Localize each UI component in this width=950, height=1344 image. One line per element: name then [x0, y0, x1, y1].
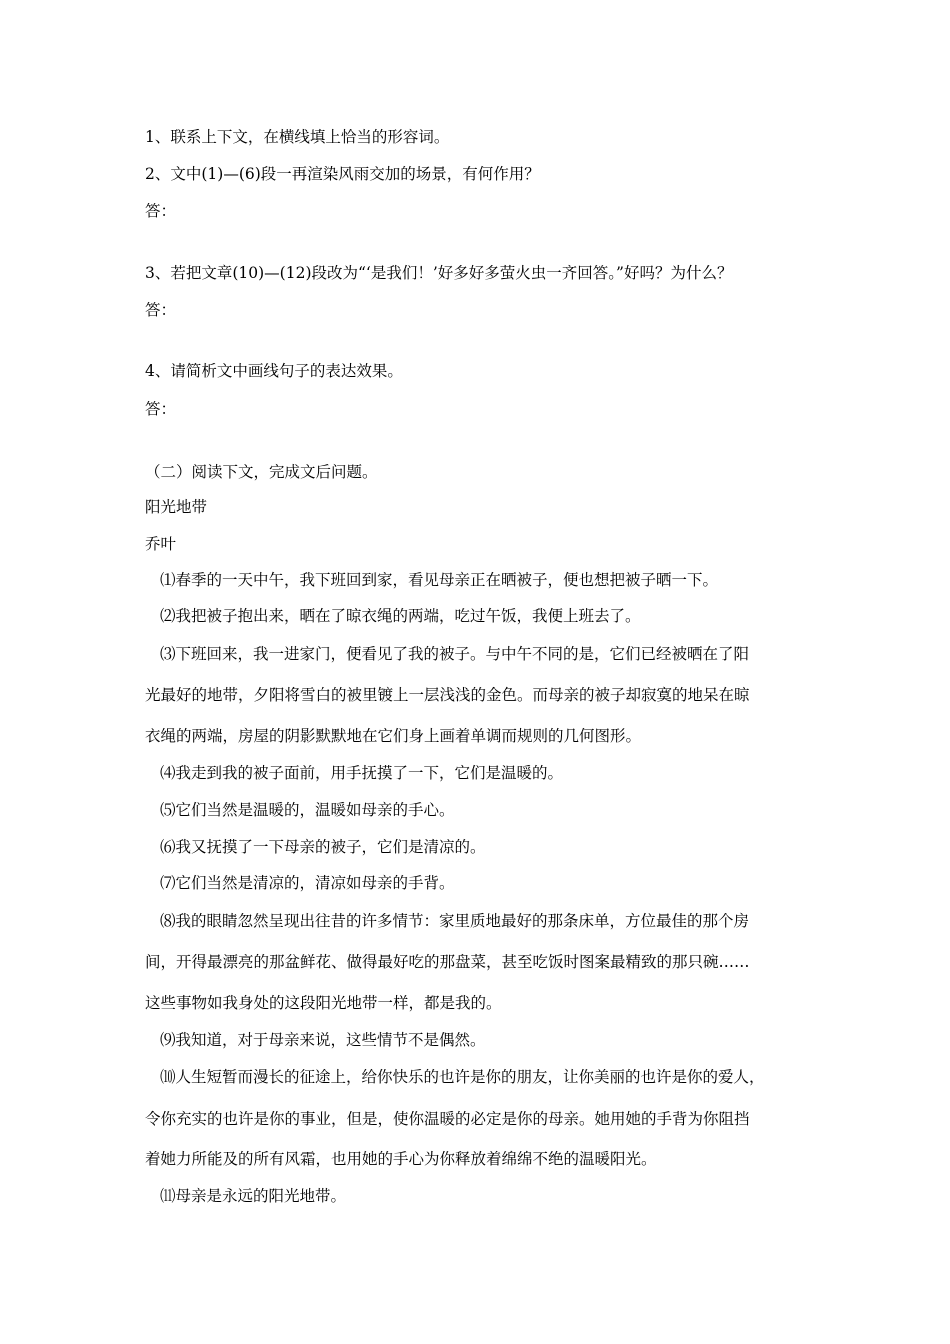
answer-label-3: 答：	[145, 301, 177, 319]
paragraph-10-line-3: 着她力所能及的所有风霜，也用她的手心为你释放着绵绵不绝的温暖阳光。	[145, 1150, 657, 1168]
paragraph-8-line-3: 这些事物如我身处的这段阳光地带一样，都是我的。	[145, 994, 502, 1012]
paragraph-6: ⑹我又抚摸了一下母亲的被子，它们是清凉的。	[160, 838, 486, 856]
paragraph-7: ⑺它们当然是清凉的，清凉如母亲的手背。	[160, 874, 455, 892]
question-2: 2、文中(1)—(6)段一再渲染风雨交加的场景，有何作用？	[145, 165, 540, 183]
paragraph-10-line-1: ⑽人生短暂而漫长的征途上，给你快乐的也许是你的朋友，让你美丽的也许是你的爱人，	[160, 1068, 765, 1086]
paragraph-9: ⑼我知道，对于母亲来说，这些情节不是偶然。	[160, 1031, 486, 1049]
paragraph-5: ⑸它们当然是温暖的，温暖如母亲的手心。	[160, 801, 455, 819]
paragraph-8-line-1: ⑻我的眼睛忽然呈现出往昔的许多情节：家里质地最好的那条床单，方位最佳的那个房	[160, 912, 750, 930]
paragraph-3-line-1: ⑶下班回来，我一进家门，便看见了我的被子。与中午不同的是，它们已经被晒在了阳	[160, 645, 750, 663]
article-title: 阳光地带	[145, 498, 208, 516]
paragraph-10-line-2: 令你充实的也许是你的事业，但是，使你温暖的必定是你的母亲。她用她的手背为你阻挡	[145, 1110, 750, 1128]
question-3: 3、若把文章(10)—(12)段改为“‘是我们！’好多好多萤火虫一齐回答。”好吗？为什么？	[145, 264, 733, 282]
section-instruction: （二）阅读下文，完成文后问题。	[145, 463, 378, 481]
paragraph-3-line-2: 光最好的地带，夕阳将雪白的被里镀上一层浅浅的金色。而母亲的被子却寂寞的地呆在晾	[145, 686, 750, 704]
question-4: 4、请简析文中画线句子的表达效果。	[145, 362, 403, 380]
paragraph-1: ⑴春季的一天中午，我下班回到家，看见母亲正在晒被子，便也想把被子晒一下。	[160, 571, 719, 589]
paragraph-11: ⑾母亲是永远的阳光地带。	[160, 1187, 347, 1205]
paragraph-4: ⑷我走到我的被子面前，用手抚摸了一下，它们是温暖的。	[160, 764, 564, 782]
answer-label-2: 答：	[145, 202, 177, 220]
paragraph-3-line-3: 衣绳的两端，房屋的阴影默默地在它们身上画着单调而规则的几何图形。	[145, 727, 642, 745]
question-1: 1、联系上下文，在横线填上恰当的形容词。	[145, 128, 450, 146]
article-author: 乔叶	[145, 535, 177, 553]
paragraph-2: ⑵我把被子抱出来，晒在了晾衣绳的两端，吃过午饭，我便上班去了。	[160, 607, 641, 625]
paragraph-8-line-2: 间，开得最漂亮的那盆鲜花、做得最好吃的那盘菜，甚至吃饭时图案最精致的那只碗……	[145, 953, 750, 971]
answer-label-4: 答：	[145, 400, 177, 418]
